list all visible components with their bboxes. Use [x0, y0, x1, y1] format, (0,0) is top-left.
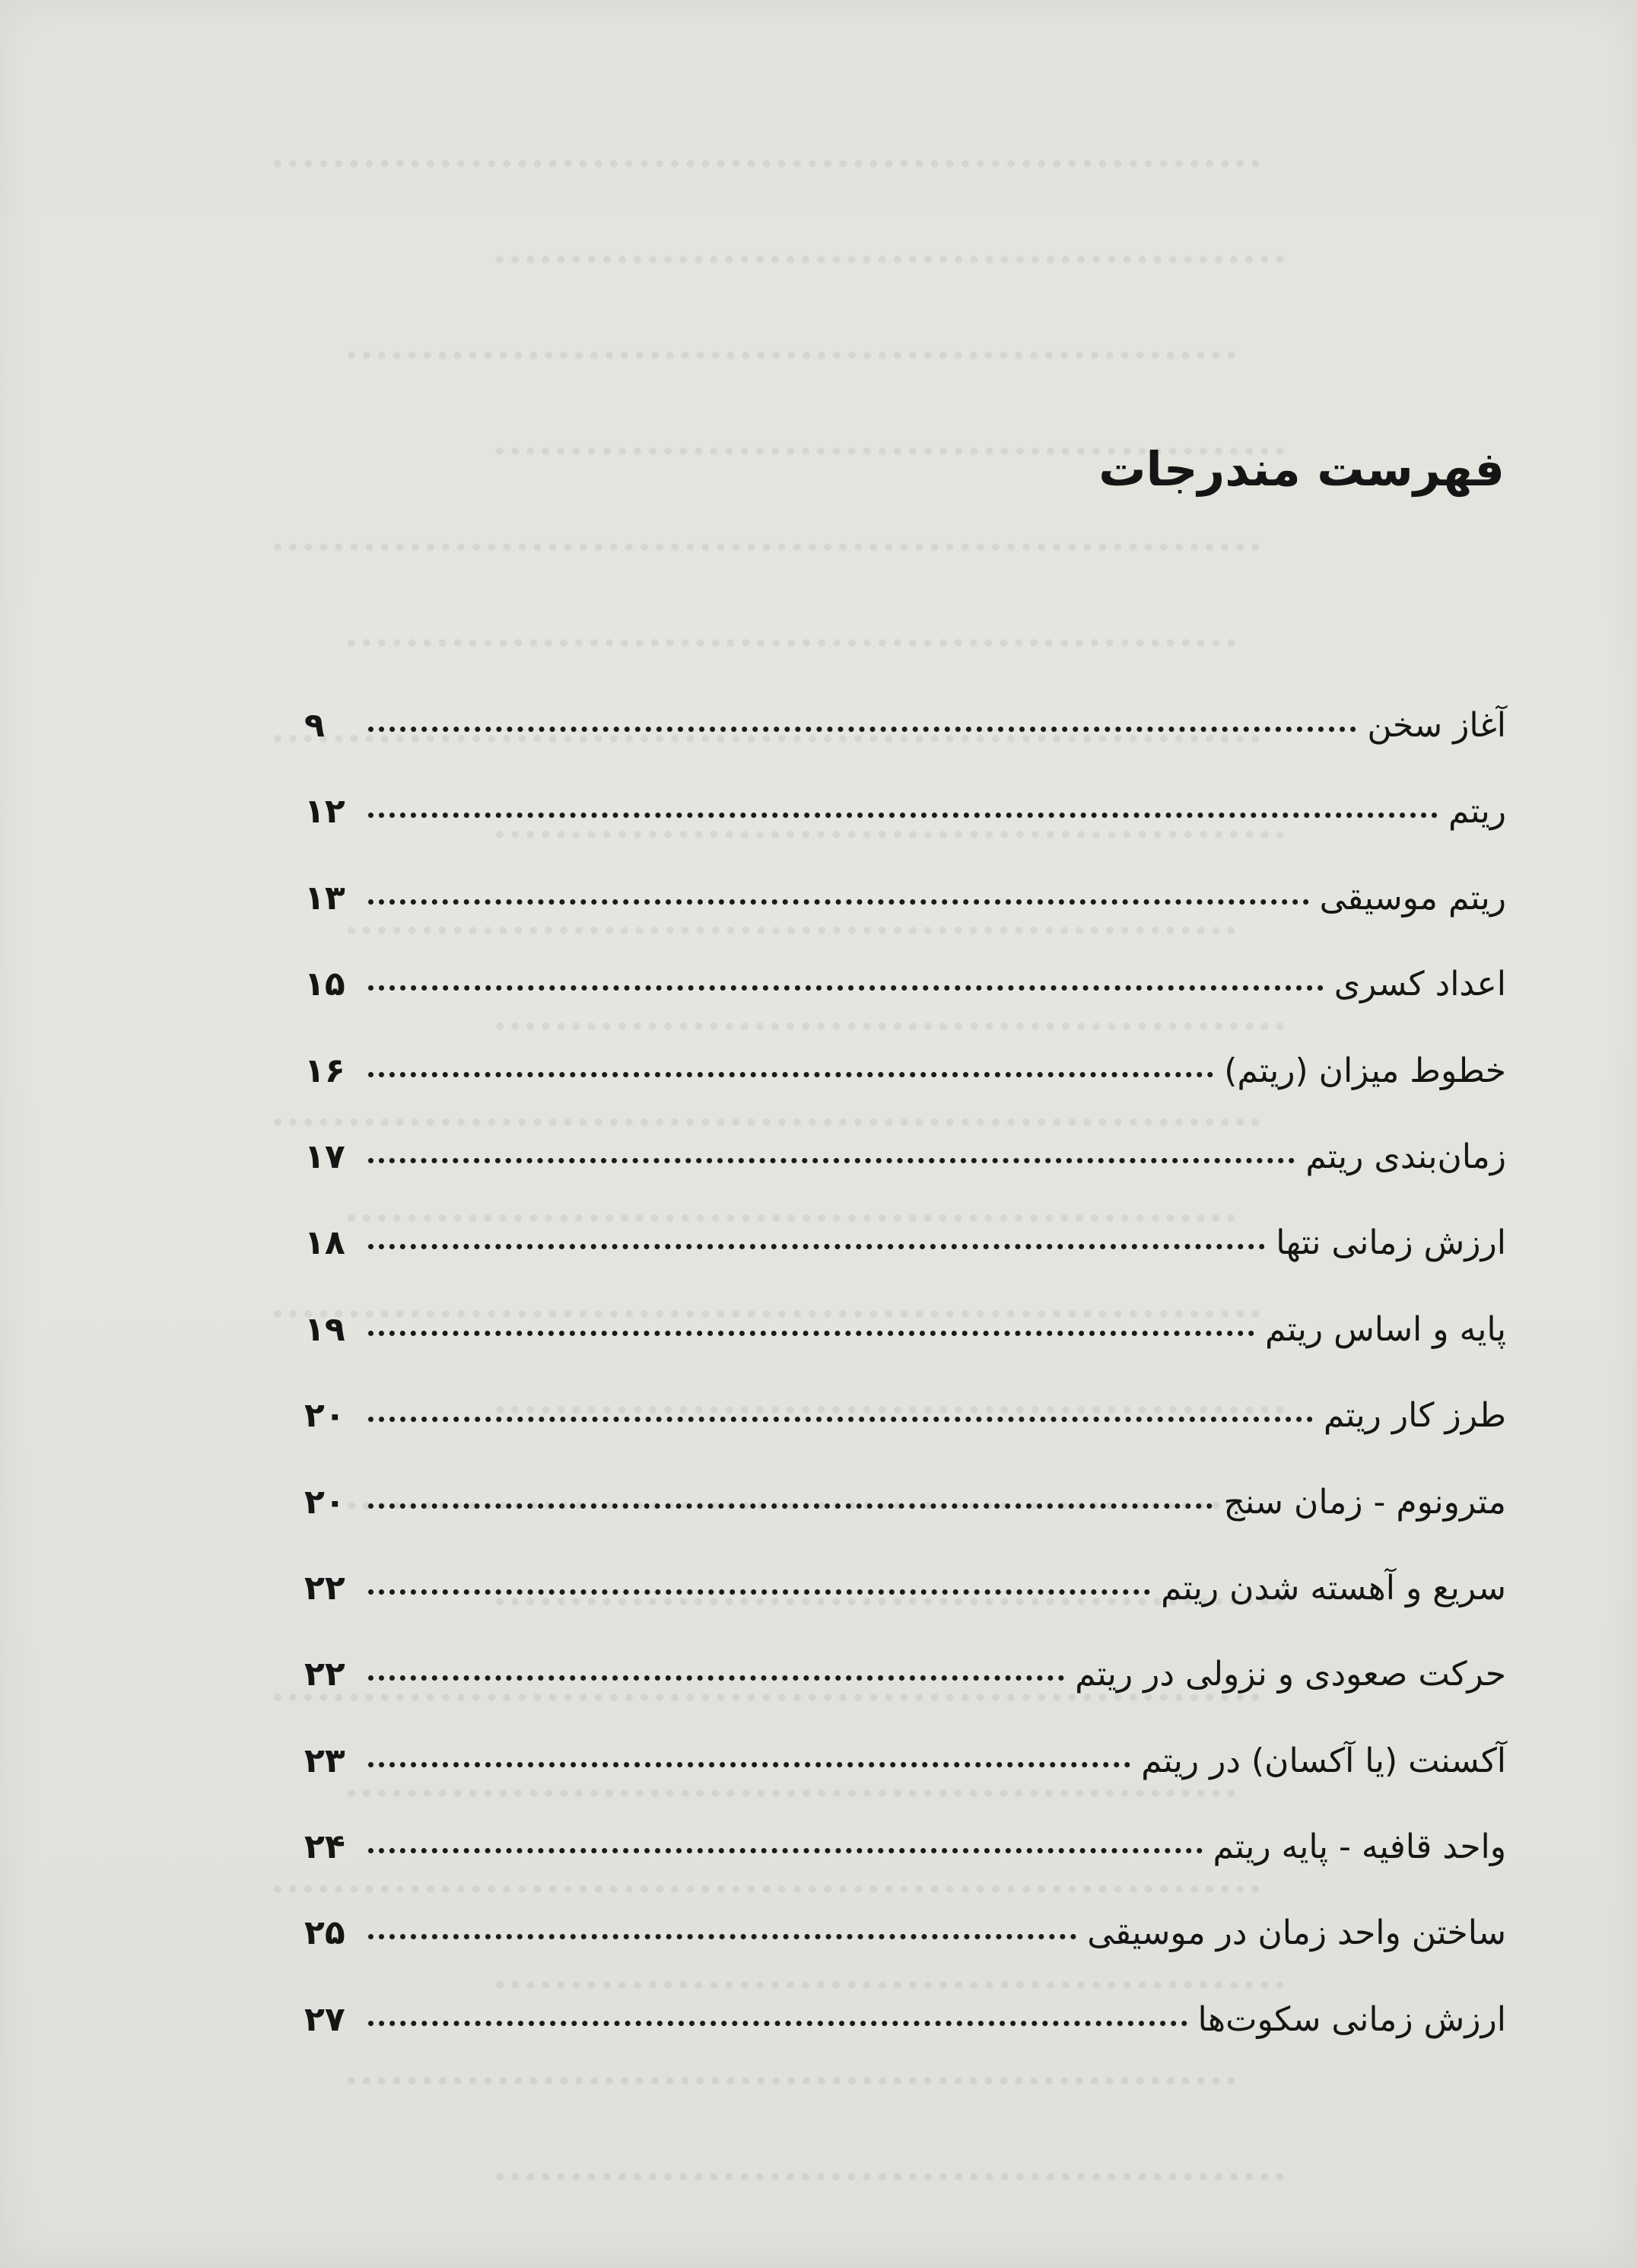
- dot-leader: [368, 1072, 1213, 1077]
- toc-entry: [304, 1223, 1506, 1309]
- dot-leader: [368, 1331, 1254, 1336]
- toc-entry: [304, 2000, 1506, 2086]
- toc-entry: [304, 1827, 1506, 1913]
- toc-entry-page: ۱۳: [304, 878, 345, 918]
- toc-entry: [304, 706, 1506, 792]
- toc-entry-label: ارزش زمانی نتها: [1276, 1223, 1506, 1263]
- toc-entry-label: حرکت صعودی و نزولی در ریتم: [1075, 1655, 1506, 1694]
- toc-entry-label: ساختن واحد زمان در موسیقی: [1087, 1913, 1506, 1953]
- toc-entry-page: ۱۸: [304, 1223, 345, 1263]
- toc-entry-label: مترونوم - زمان سنج: [1223, 1482, 1506, 1522]
- toc-entry-page: ۲۰: [304, 1396, 345, 1436]
- toc-entry: [304, 1396, 1506, 1482]
- toc-entry-label: پایه و اساس ریتم: [1265, 1309, 1506, 1349]
- dot-leader: [368, 1934, 1076, 1939]
- toc-entry: [304, 1913, 1506, 1999]
- toc-entry-label: ریتم موسیقی: [1319, 878, 1506, 918]
- dot-leader: [368, 985, 1324, 991]
- toc-entry-label: آکسنت (یا آکسان) در ریتم: [1141, 1741, 1506, 1780]
- toc-entry-page: ۱۹: [304, 1309, 345, 1349]
- toc-entry-page: ۲۰: [304, 1482, 345, 1522]
- toc-entry: [304, 1310, 1506, 1396]
- toc-entry-label: زمان‌بندی ریتم: [1305, 1137, 1506, 1176]
- toc-entry: [304, 792, 1506, 878]
- toc-entry-label: آغاز سخن: [1367, 706, 1506, 745]
- toc-entry: [304, 1742, 1506, 1827]
- page-title: فهرست مندرجات: [1098, 441, 1505, 497]
- dot-leader: [368, 727, 1356, 732]
- toc-entry-page: ۹: [304, 706, 325, 745]
- toc-entry: [304, 1051, 1506, 1137]
- toc-entry: [304, 1655, 1506, 1741]
- toc-entry: [304, 879, 1506, 965]
- dot-leader: [368, 1762, 1130, 1767]
- toc-entry: [304, 1483, 1506, 1569]
- toc-entry-label: طرز کار ریتم: [1323, 1396, 1506, 1436]
- dot-leader: [368, 1848, 1203, 1853]
- toc-entry-page: ۱۵: [304, 965, 345, 1004]
- toc-entry-label: سریع و آهسته شدن ریتم: [1161, 1568, 1506, 1608]
- dot-leader: [368, 1675, 1064, 1681]
- table-of-contents: [304, 706, 1506, 2086]
- dot-leader: [368, 1503, 1213, 1509]
- toc-entry-label: ریتم: [1448, 792, 1506, 832]
- toc-entry-label: ارزش زمانی سکوت‌ها: [1197, 1999, 1506, 2039]
- dot-leader: [368, 1158, 1295, 1163]
- toc-entry: [304, 1137, 1506, 1223]
- dot-leader: [368, 899, 1309, 905]
- toc-entry-label: واحد قافیه - پایه ریتم: [1213, 1827, 1506, 1867]
- toc-entry: [304, 1569, 1506, 1655]
- toc-entry-page: ۲۲: [304, 1655, 345, 1694]
- dot-leader: [368, 2021, 1187, 2026]
- toc-entry-page: ۱۶: [304, 1051, 345, 1090]
- toc-entry-page: ۱۷: [304, 1137, 345, 1176]
- toc-entry-page: ۲۵: [304, 1913, 345, 1953]
- toc-entry: [304, 965, 1506, 1051]
- dot-leader: [368, 1417, 1313, 1422]
- toc-entry-page: ۲۷: [304, 1999, 345, 2039]
- toc-entry-label: خطوط میزان (ریتم): [1224, 1051, 1506, 1090]
- dot-leader: [368, 813, 1438, 818]
- toc-entry-page: ۲۴: [304, 1827, 345, 1867]
- dot-leader: [368, 1244, 1265, 1249]
- toc-entry-page: ۲۲: [304, 1568, 345, 1608]
- toc-entry-page: ۱۲: [304, 792, 345, 832]
- dot-leader: [368, 1589, 1150, 1595]
- toc-entry-page: ۲۳: [304, 1741, 345, 1780]
- toc-entry-label: اعداد کسری: [1333, 965, 1506, 1004]
